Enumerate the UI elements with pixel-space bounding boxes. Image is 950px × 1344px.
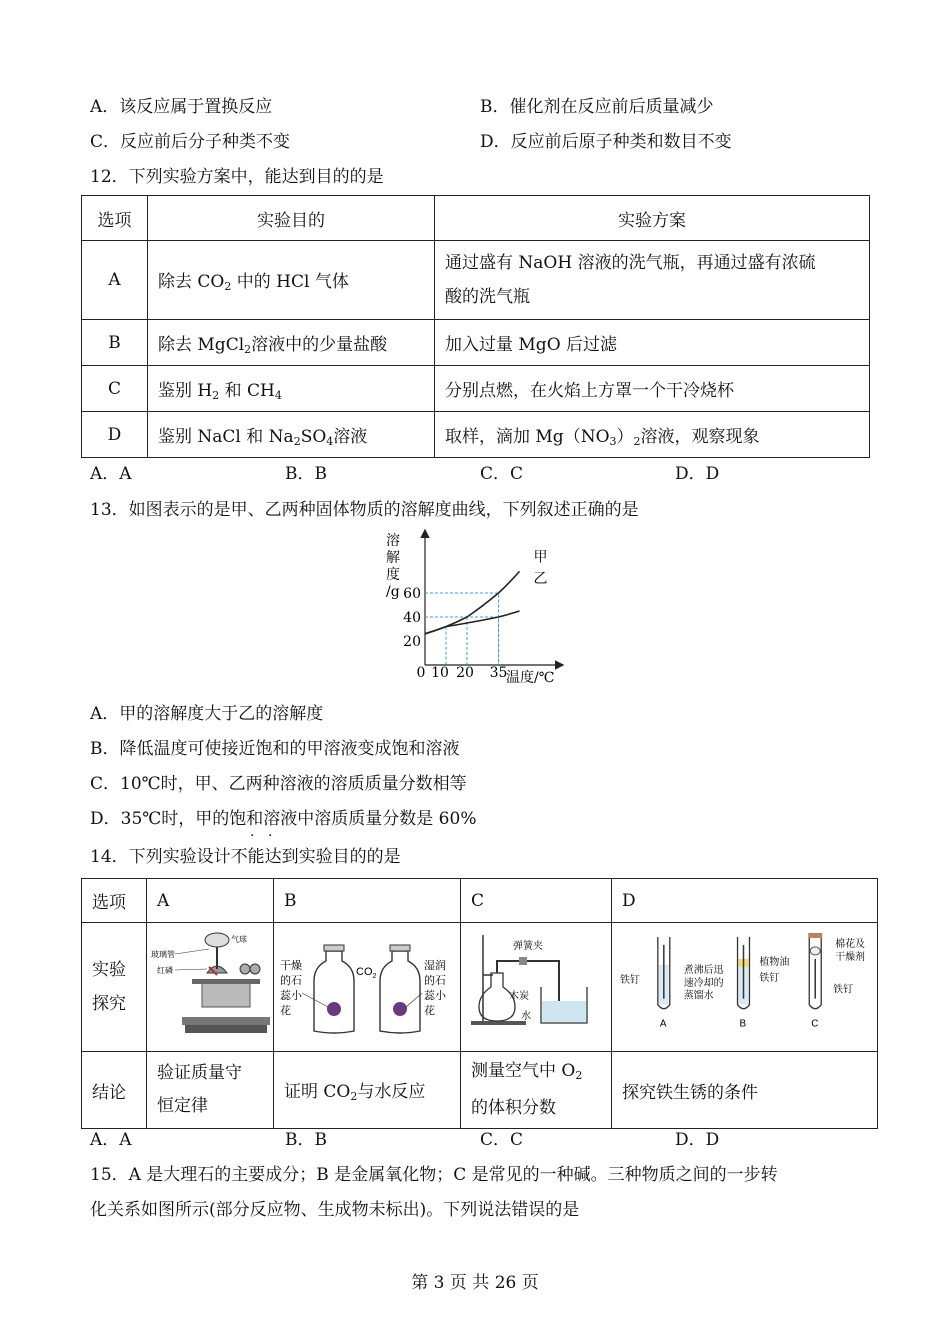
solubility-chart xyxy=(370,525,580,687)
table-row xyxy=(82,412,870,458)
page-footer: 第 3 页 共 26 页 xyxy=(411,1273,539,1293)
q14-col-c: C xyxy=(461,879,612,923)
label-tube-b: B xyxy=(739,1018,747,1030)
label-dry-2: 的石 xyxy=(280,975,302,987)
q12-answer-a: A．A xyxy=(90,464,132,484)
q12-row-c-plan: 分别点燃，在火焰上方罩一个干冷烧杯 xyxy=(435,366,870,412)
y-axis-label: 溶 xyxy=(386,533,400,549)
figure-c-cell xyxy=(461,923,612,1052)
label-charcoal: 木炭 xyxy=(509,991,529,1002)
q15-stem-line1: 15．A 是大理石的主要成分；B 是金属氧化物；C 是常见的一种碱。三种物质之间的一步转 xyxy=(90,1165,778,1185)
q12-table xyxy=(81,195,870,458)
label-wet-2: 的石 xyxy=(424,975,446,987)
label-wet-1: 湿润 xyxy=(424,960,446,972)
x-tick-label: 0 xyxy=(416,665,426,681)
label-boiled-3: 蒸馏水 xyxy=(683,990,714,1002)
label-balloon: 气球 xyxy=(231,935,247,944)
label-nail-b: 铁钉 xyxy=(759,973,780,985)
table-row xyxy=(82,320,870,366)
label-co2: $CO_2$ xyxy=(356,966,377,980)
figure-b-cell xyxy=(274,923,461,1052)
q14-col-d: D xyxy=(612,879,878,923)
q13-option-d: D．35℃时，甲的饱和溶液中溶质质量分数是 60% xyxy=(90,809,477,829)
q12-row-d-goal: 鉴别 NaCl 和 $Na_2SO_4$溶液 xyxy=(148,412,435,458)
y-tick-label: 40 xyxy=(403,610,421,626)
q14-header-option: 选项 xyxy=(82,879,147,923)
y-axis-label: 解 xyxy=(386,550,400,566)
emphasis-dot: · xyxy=(250,828,255,844)
figure-a-cell xyxy=(147,923,274,1052)
q12-row-c-goal: 鉴别 $H_2$ 和 $CH_4$ xyxy=(148,366,435,412)
figure-d-cell xyxy=(612,923,878,1052)
label-cotton-1: 棉花及 xyxy=(835,939,866,951)
y-tick-label: 60 xyxy=(403,586,421,602)
q14-col-a: A xyxy=(147,879,274,923)
series-label: 甲 xyxy=(533,549,548,566)
series-line-jia xyxy=(425,571,520,633)
table-row xyxy=(82,366,870,412)
q12-row-d-option: D xyxy=(82,412,148,458)
q15-stem-line2: 化关系如图所示(部分反应物、生成物未标出)。下列说法错误的是 xyxy=(90,1200,580,1220)
balance-apparatus-figure xyxy=(147,923,273,1046)
x-tick-label: 20 xyxy=(456,665,474,681)
emphasis-not: 不能 xyxy=(230,847,265,867)
q14-col-b: B xyxy=(274,879,461,923)
label-cotton-2: 干燥剂 xyxy=(835,952,866,964)
q12-row-a-option: A xyxy=(82,241,148,320)
q13-option-a: A．甲的溶解度大于乙的溶解度 xyxy=(90,704,324,724)
litmus-flower-figure xyxy=(274,923,460,1046)
oxygen-measure-figure xyxy=(461,923,611,1046)
label-wet-4: 花 xyxy=(424,1005,435,1017)
q14-conclusion-a: 验证质量守 恒定律 xyxy=(147,1052,274,1129)
q12-row-b-plan: 加入过量 MgO 后过滤 xyxy=(435,320,870,366)
q14-conclusion-d: 探究铁生锈的条件 xyxy=(612,1052,878,1129)
q11-option-d: D．反应前后原子种类和数目不变 xyxy=(480,132,732,152)
q11-option-a: A．该反应属于置换反应 xyxy=(90,97,273,117)
q12-row-b-option: B xyxy=(82,320,148,366)
q12-row-a-goal: 除去 $CO_2$ 中的 HCl 气体 xyxy=(148,241,435,320)
label-wet-3: 蕊小 xyxy=(424,990,446,1002)
label-glass-tube: 玻璃管 xyxy=(151,950,175,959)
label-tube-a: A xyxy=(659,1018,667,1030)
label-nail-a: 铁钉 xyxy=(619,975,640,987)
q11-option-c: C．反应前后分子种类不变 xyxy=(90,132,291,152)
label-boiled-2: 速冷却的 xyxy=(683,977,724,989)
q12-row-b-goal: 除去 MgCl$_2$溶液中的少量盐酸 xyxy=(148,320,435,366)
q12-answer-c: C．C xyxy=(480,464,524,484)
q11-option-b: B．催化剂在反应前后质量减少 xyxy=(480,97,714,117)
label-water: 水 xyxy=(521,1011,531,1022)
label-red-phosphorus: 红磷 xyxy=(157,966,173,975)
y-axis-label: 度 xyxy=(386,567,400,583)
q12-header-goal: 实验目的 xyxy=(148,196,435,241)
y-tick-label: 20 xyxy=(403,634,421,650)
table-row xyxy=(82,923,878,1052)
q14-answer-a: A．A xyxy=(90,1130,132,1150)
rusting-figure xyxy=(612,923,877,1046)
q12-row-a-plan: 通过盛有 NaOH 溶液的洗气瓶，再通过盛有浓硫 酸的洗气瓶 xyxy=(435,241,870,320)
y-axis-label: /g xyxy=(386,584,400,600)
q12-answer-b: B．B xyxy=(285,464,327,484)
label-clip: 弹簧夹 xyxy=(513,941,543,952)
q14-stem: 14．下列实验设计不能达到实验目的的是 xyxy=(90,847,401,867)
q14-answer-c: C．C xyxy=(480,1130,524,1150)
table-row xyxy=(82,1052,878,1129)
x-tick-label: 10 xyxy=(431,665,449,681)
q13-stem: 13．如图表示的是甲、乙两种固体物质的溶解度曲线，下列叙述正确的是 xyxy=(90,500,639,520)
x-tick-label: 35 xyxy=(489,665,508,681)
q12-row-d-plan: 取样，滴加 $Mg(NO_3)_2$溶液，观察现象 xyxy=(435,412,870,458)
q12-row-c-option: C xyxy=(82,366,148,412)
label-nail-c: 铁钉 xyxy=(833,984,854,996)
q12-stem: 12．下列实验方案中，能达到目的的是 xyxy=(90,167,384,187)
label-boiled-1: 煮沸后迅 xyxy=(683,965,724,977)
guide-60 xyxy=(425,593,499,665)
emphasis-dot: · xyxy=(268,828,273,844)
q12-header-plan: 实验方案 xyxy=(435,196,870,241)
q14-answer-b: B．B xyxy=(285,1130,327,1150)
q14-table xyxy=(81,878,878,1129)
label-tube-c: C xyxy=(811,1018,819,1030)
q12-answer-d: D．D xyxy=(675,464,720,484)
q14-conclusion-c: 测量空气中 $O_2$ 的体积分数 xyxy=(461,1052,612,1129)
q14-conclusion-b: 证明 $CO_2$与水反应 xyxy=(274,1052,461,1129)
label-dry-3: 蕊小 xyxy=(280,990,302,1002)
label-dry-1: 干燥 xyxy=(280,960,302,972)
q13-option-c: C．10℃时，甲、乙两种溶液的溶质质量分数相等 xyxy=(90,774,467,794)
label-dry-4: 花 xyxy=(280,1005,291,1017)
series-line-yi xyxy=(425,611,520,634)
q14-row-conclusion-label: 结论 xyxy=(82,1052,147,1129)
x-axis-label: 温度/℃ xyxy=(506,670,555,686)
table-row xyxy=(82,241,870,320)
q13-option-b: B．降低温度可使接近饱和的甲溶液变成饱和溶液 xyxy=(90,739,460,759)
q14-row-experiment-label: 实验 探究 xyxy=(82,923,147,1052)
q14-answer-d: D．D xyxy=(675,1130,720,1150)
label-oil: 植物油 xyxy=(759,957,790,969)
q12-header-option: 选项 xyxy=(82,196,148,241)
series-label: 乙 xyxy=(533,571,548,587)
